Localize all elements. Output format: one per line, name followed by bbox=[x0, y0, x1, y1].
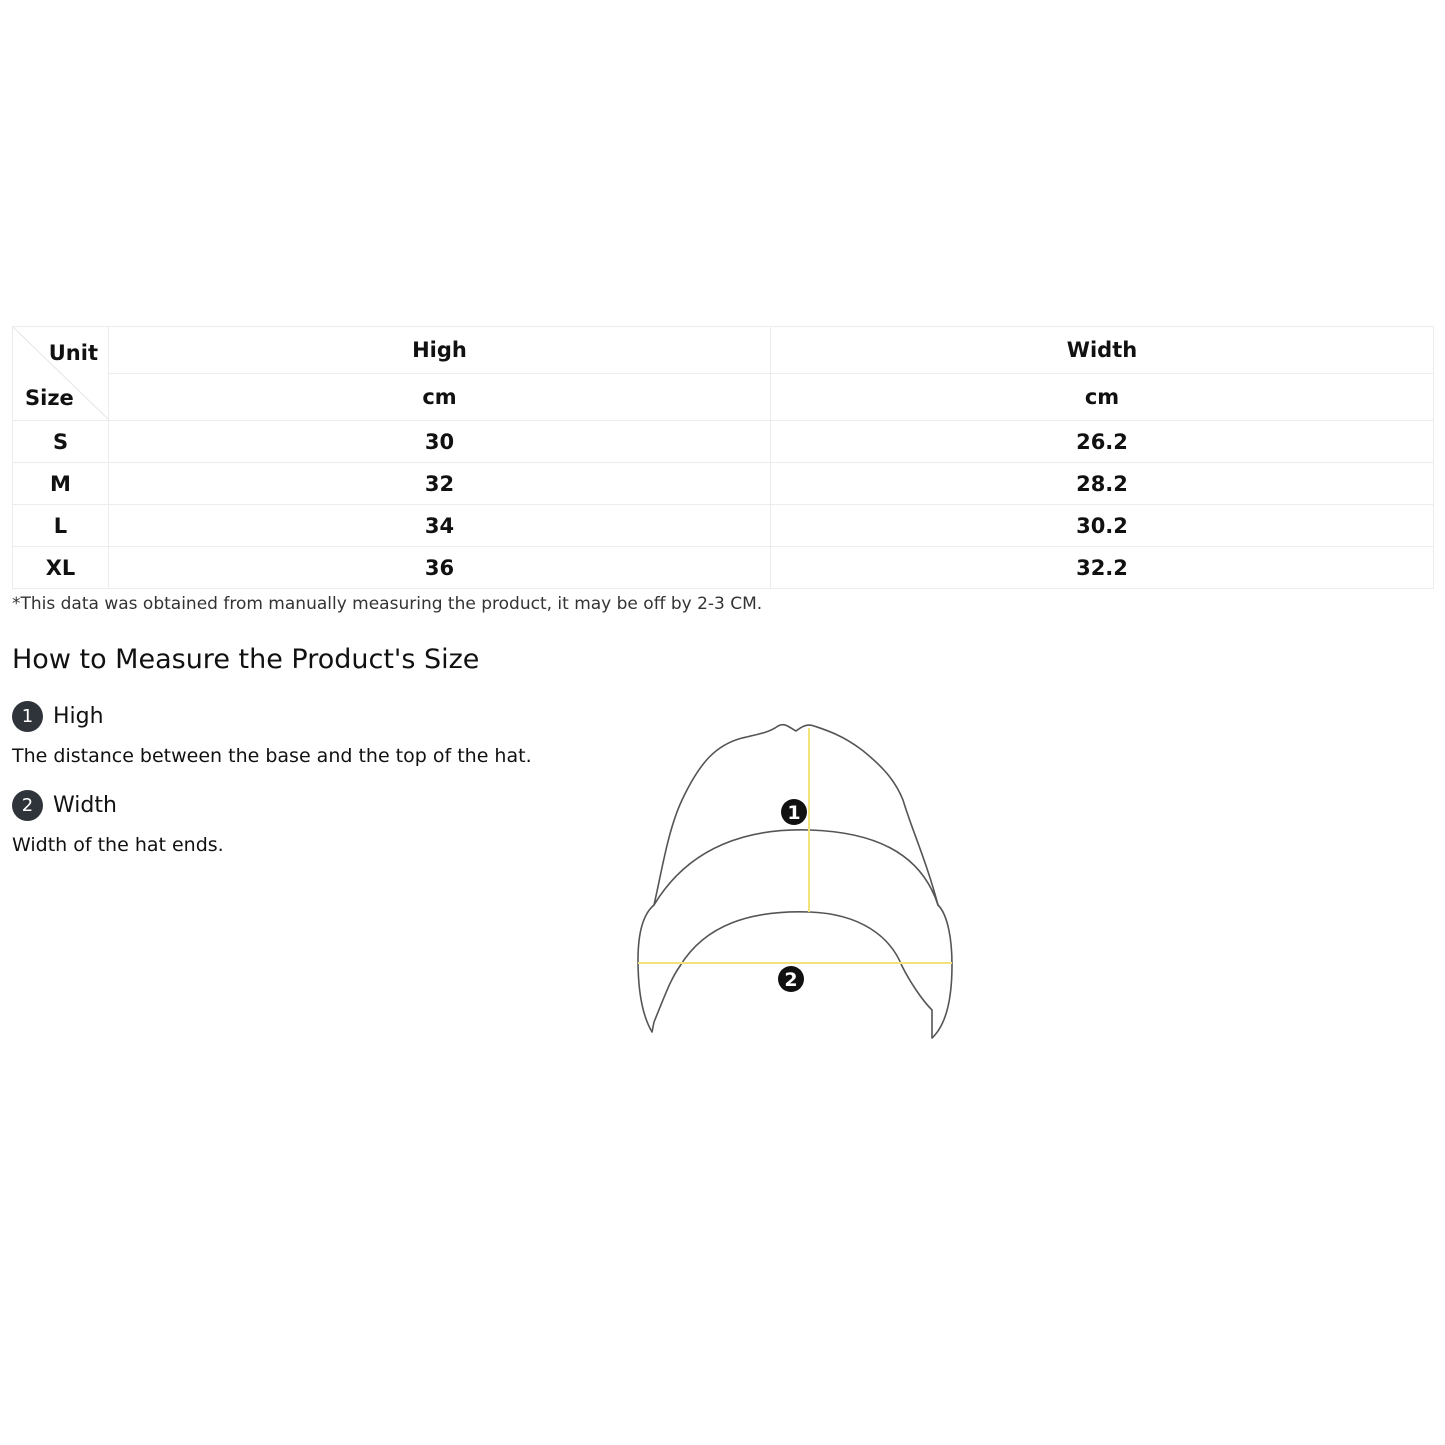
table-row bbox=[13, 421, 1434, 463]
beanie-hat-diagram bbox=[620, 700, 965, 1045]
corner-size-label: Size bbox=[25, 386, 74, 410]
size-chart-table bbox=[12, 326, 1434, 589]
hat-cuff-top bbox=[654, 830, 938, 905]
table-row bbox=[13, 463, 1434, 505]
column-header-width: Width bbox=[771, 327, 1434, 374]
step-number-icon: 2 bbox=[12, 790, 43, 821]
corner-unit-label: Unit bbox=[48, 341, 98, 365]
step-description: Width of the hat ends. bbox=[12, 834, 224, 856]
row-size: XL bbox=[13, 547, 109, 589]
hat-inner-arch bbox=[680, 912, 902, 966]
row-size: L bbox=[13, 505, 109, 547]
step-high bbox=[12, 701, 104, 732]
marker-2-label: 2 bbox=[784, 969, 798, 991]
step-name: Width bbox=[53, 793, 117, 818]
column-unit-high: cm bbox=[109, 374, 771, 421]
step-description: The distance between the base and the top of the hat. bbox=[12, 745, 532, 767]
step-width bbox=[12, 790, 117, 821]
marker-1-label: 1 bbox=[787, 802, 801, 824]
row-width: 30.2 bbox=[771, 505, 1434, 547]
column-header-high: High bbox=[109, 327, 771, 374]
row-size: M bbox=[13, 463, 109, 505]
row-width: 28.2 bbox=[771, 463, 1434, 505]
row-width: 26.2 bbox=[771, 421, 1434, 463]
row-size: S bbox=[13, 421, 109, 463]
column-unit-width: cm bbox=[771, 374, 1434, 421]
row-high: 32 bbox=[109, 463, 771, 505]
hat-brim-right bbox=[902, 905, 952, 1038]
row-high: 34 bbox=[109, 505, 771, 547]
step-number-icon: 1 bbox=[12, 701, 43, 732]
guide-title: How to Measure the Product's Size bbox=[12, 644, 480, 675]
hat-brim-left bbox=[638, 905, 680, 1032]
row-high: 36 bbox=[109, 547, 771, 589]
table-row bbox=[13, 505, 1434, 547]
table-row bbox=[13, 547, 1434, 589]
step-name: High bbox=[53, 704, 104, 729]
row-width: 32.2 bbox=[771, 547, 1434, 589]
table-corner-cell bbox=[13, 327, 109, 421]
row-high: 30 bbox=[109, 421, 771, 463]
measurement-note: *This data was obtained from manually measuring the product, it may be off by 2-3 CM. bbox=[12, 594, 763, 614]
